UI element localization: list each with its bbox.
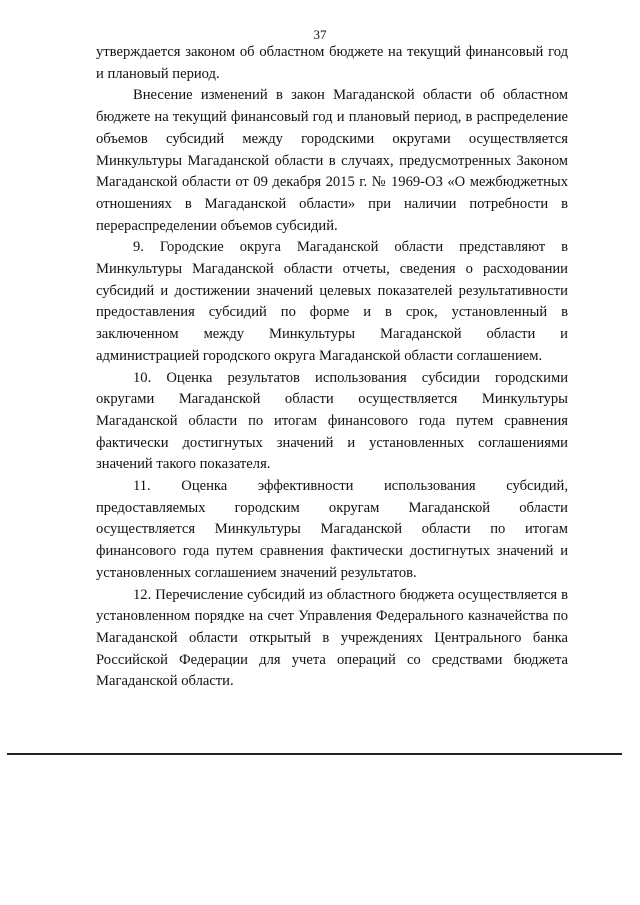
document-body bbox=[96, 42, 568, 693]
page-number: 37 bbox=[313, 27, 327, 42]
paragraph-item-11: 11. Оценка эффективности использования субсидий, предоставляемых городским округам Магаданской области осуществляется Минкультуры Магаданской области по итогам финансового года путем сравнения фактически достигнутых значений и установленных соглашением значений результатов. bbox=[96, 478, 568, 581]
footer-rule bbox=[7, 753, 622, 755]
paragraph-amendments: Внесение изменений в закон Магаданской области об областном бюджете на текущий финансовый год и плановый период, в распределение объемов субсидий между городскими округами осуществляется Минкультуры Магаданской области в случаях, предусмотренных Законом Магаданской области от 09 декабря 2015 г. № 1969-ОЗ «О межбюджетных отношениях в Магаданской области» при наличии потребности в перераспределении объемов субсидий. bbox=[96, 87, 568, 234]
paragraph-continuation: утверждается законом об областном бюджете на текущий финансовый год и плановый период. bbox=[96, 44, 568, 82]
paragraph-item-10: 10. Оценка результатов использования субсидии городскими округами Магаданской области осуществляется Минкультуры Магаданской области по итогам финансового года путем сравнения фактически достигнутых значений и установленных соглашениями значений такого показателя. bbox=[96, 369, 568, 473]
paragraph-item-12: 12. Перечисление субсидий из областного бюджета осуществляется в установленном порядке на счет Управления Федерального казначейства по Магаданской области открытый в учреждениях Центрального банка Российской Федерации для учета операций со средствами бюджета Магаданской области. bbox=[96, 586, 568, 690]
paragraph-item-9: 9. Городские округа Магаданской области представляют в Минкультуры Магаданской области отчеты, сведения о расходовании субсидий и достижении значений целевых показателей результативности предоставления субсидий по форме и в срок, установленный в заключенном между Минкультуры Магаданской области и администрацией городского округа Магаданской области соглашением. bbox=[96, 239, 568, 364]
